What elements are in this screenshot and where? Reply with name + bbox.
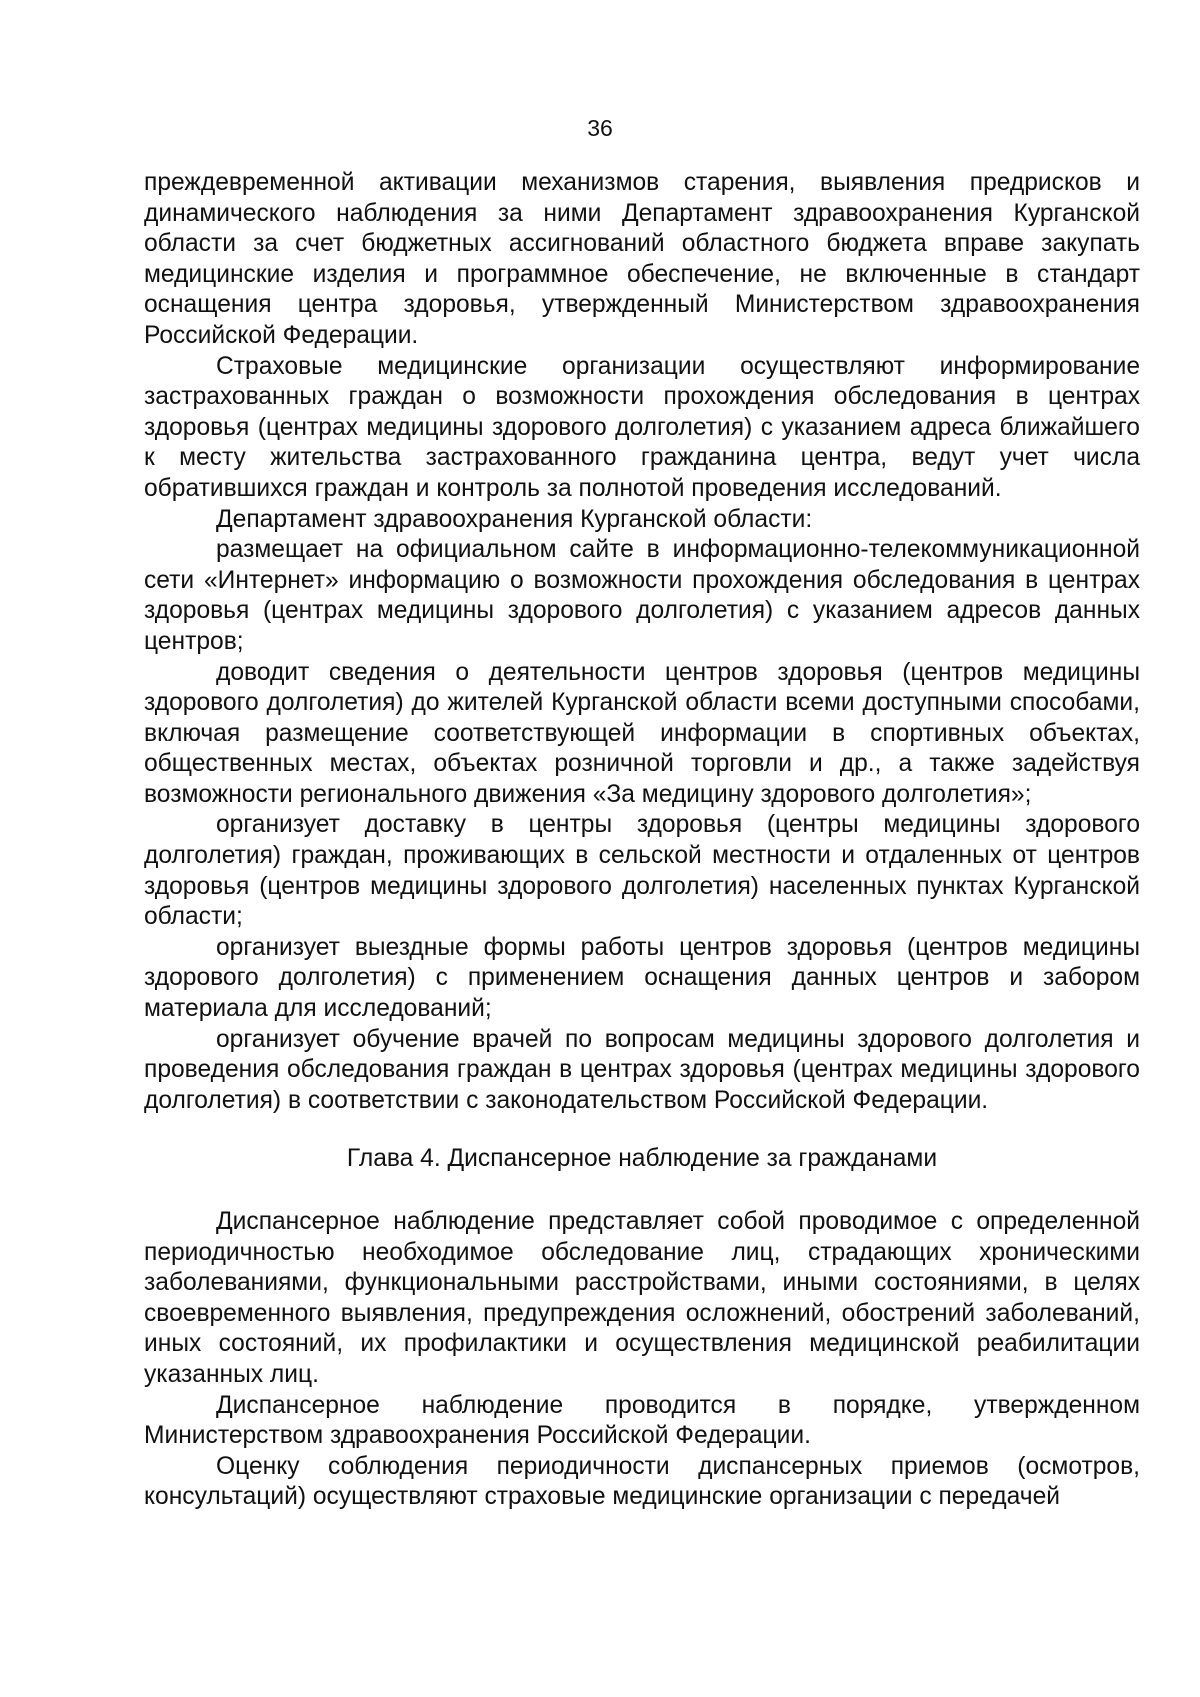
page-number: 36: [587, 115, 613, 141]
paragraph-department-intro: Департамент здравоохранения Курганской области:: [216, 505, 813, 533]
paragraph-organizes-training: организует обучение врачей по вопросам медицины здорового долголетия и проведения обследования граждан в центрах здоровья (центрах медицины здорового долголетия) в соответствии с законодательством Российской Федерации.: [144, 1025, 1140, 1114]
paragraph-publishes-info: размещает на официальном сайте в информационно-телекоммуникационной сети «Интернет» информацию о возможности прохождения обследования в центрах здоровья (центрах медицины здорового долголетия) с указанием адресов данных центров;: [144, 536, 1140, 655]
paragraph-dispensary-assessment: Оценку соблюдения периодичности диспансерных приемов (осмотров, консультаций) осуществляют страховые медицинские организации с передачей: [144, 1452, 1140, 1511]
paragraph-dispensary-definition: Диспансерное наблюдение представляет собой проводимое с определенной периодичностью необходимое обследование лиц, страдающих хроническими заболеваниями, функциональными расстройствами, иными состояниями, в целях своевременного выявления, предупреждения осложнений, обострений заболеваний, иных состояний, их профилактики и осуществления медицинской реабилитации указанных лиц.: [144, 1208, 1140, 1388]
paragraph-insurance-informing: Страховые медицинские организации осуществляют информирование застрахованных граждан о возможности прохождения обследования в центрах здоровья (центрах медицины здорового долголетия) с указанием адреса ближайшего к месту жительства застрахованного гражданина центра, ведут учет числа обратившихся граждан и контроль за полнотой проведения исследований.: [144, 352, 1140, 502]
paragraph-continuation: преждевременной активации механизмов старения, выявления предрисков и динамического наблюдения за ними Департамент здравоохранения Курганской области за счет бюджетных ассигнований областного бюджета вправе закупать медицинские изделия и программное обеспечение, не включенные в стандарт оснащения центра здоровья, утвержденный Министерством здравоохранения Российской Федерации.: [144, 169, 1140, 349]
document-body: [144, 168, 1140, 1513]
paragraph-organizes-delivery: организует доставку в центры здоровья (центры медицины здорового долголетия) граждан, проживающих в сельской местности и отдаленных от центров здоровья (центров медицины здорового долголетия) населенных пунктах Курганской области;: [144, 811, 1140, 931]
chapter-heading: Глава 4. Диспансерное наблюдение за гражданами: [346, 1145, 938, 1173]
paragraph-communicates-info: доводит сведения о деятельности центров здоровья (центров медицины здорового долголетия) до жителей Курганской области всеми доступными способами, включая размещение соответствующей информации в спортивных объектах, общественных местах, объектах розничной торговли и др., а также задействуя возможности регионального движения «За медицину здорового долголетия»;: [144, 658, 1140, 808]
paragraph-dispensary-procedure: Диспансерное наблюдение проводится в порядке, утвержденном Министерством здравоохранения Российской Федерации.: [144, 1391, 1140, 1450]
paragraph-organizes-field-work: организует выездные формы работы центров здоровья (центров медицины здорового долголетия) с применением оснащения данных центров и забором материала для исследований;: [144, 933, 1140, 1023]
